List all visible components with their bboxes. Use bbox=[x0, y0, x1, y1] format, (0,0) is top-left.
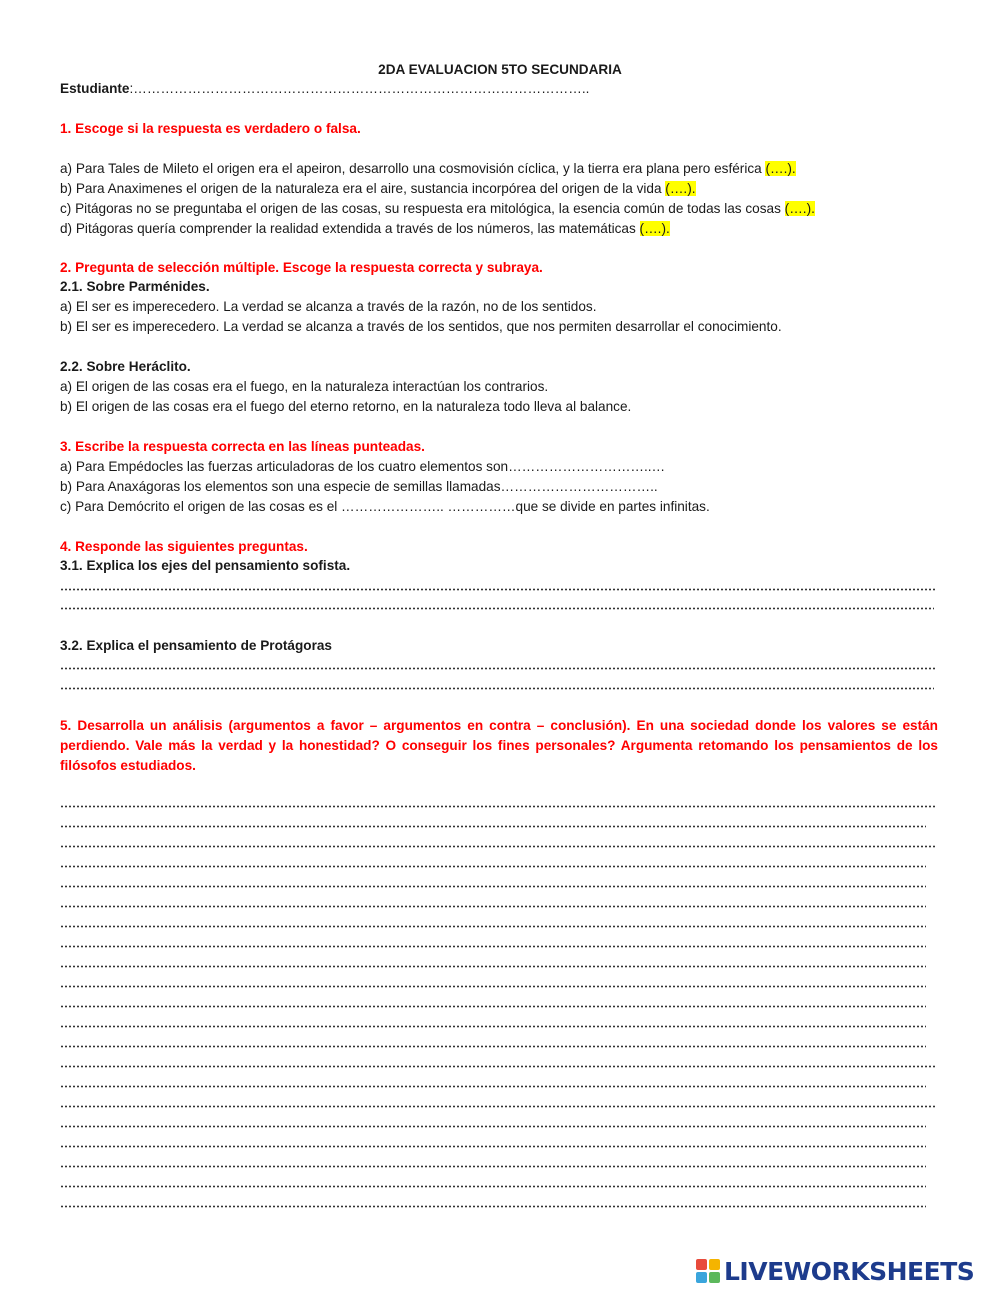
answer-line[interactable] bbox=[60, 885, 926, 888]
answer-line[interactable] bbox=[60, 965, 926, 968]
q5-heading: 5. Desarrolla un análisis (argumentos a favor – argumentos en contra – conclusión). En una sociedad donde los valores se están perdiendo. Vale más la verdad y la honestidad? O conseguir los fines personales? Argumenta retomando los pensamientos de los filósofos estudiados. bbox=[60, 718, 938, 773]
answer-line[interactable] bbox=[60, 607, 934, 610]
logo-text: LIVEWORKSHEETS bbox=[724, 1256, 975, 1286]
page-title: 2DA EVALUACION 5TO SECUNDARIA bbox=[378, 62, 622, 77]
logo-squares-icon bbox=[696, 1259, 720, 1283]
q1-item-c: c) Pitágoras no se preguntaba el origen de las cosas, su respuesta era mitológica, la esencia común de todas las cosas (….). bbox=[60, 201, 815, 216]
q1-answer-blank-a[interactable]: (….). bbox=[765, 161, 796, 176]
answer-line[interactable] bbox=[60, 667, 936, 670]
answer-line[interactable] bbox=[60, 905, 926, 908]
q3-item-c[interactable]: c) Para Demócrito el origen de las cosas es el ………………….. ……………que se divide en partes infinitas. bbox=[60, 499, 710, 514]
q3-heading: 3. Escribe la respuesta correcta en las líneas punteadas. bbox=[60, 439, 425, 454]
q2-sub1-title: 2.1. Sobre Parménides. bbox=[60, 279, 210, 294]
student-label: Estudiante bbox=[60, 81, 130, 96]
answer-line[interactable] bbox=[60, 1165, 926, 1168]
answer-line[interactable] bbox=[60, 845, 936, 848]
answer-line[interactable] bbox=[60, 687, 934, 690]
answer-line[interactable] bbox=[60, 588, 936, 591]
q4-sub1-title: 3.1. Explica los ejes del pensamiento sofista. bbox=[60, 558, 351, 573]
q4-sub2-title: 3.2. Explica el pensamiento de Protágoras bbox=[60, 638, 332, 653]
q3-item-b[interactable]: b) Para Anaxágoras los elementos son una especie de semillas llamadas…………………………….. bbox=[60, 479, 658, 494]
answer-line[interactable] bbox=[60, 1205, 926, 1208]
q1-answer-blank-d[interactable]: (….). bbox=[639, 221, 670, 236]
q3-item-a[interactable]: a) Para Empédocles las fuerzas articuladoras de los cuatro elementos son…………………………..… bbox=[60, 459, 666, 474]
q1-heading: 1. Escoge si la respuesta es verdadero o falsa. bbox=[60, 121, 361, 136]
q2-sub1-option-b[interactable]: b) El ser es imperecedero. La verdad se alcanza a través de los sentidos, que nos permiten desarrollar el conocimiento. bbox=[60, 319, 782, 334]
q4-heading: 4. Responde las siguientes preguntas. bbox=[60, 539, 308, 554]
q2-sub2-title: 2.2. Sobre Heráclito. bbox=[60, 359, 191, 374]
answer-line[interactable] bbox=[60, 1105, 936, 1108]
answer-line[interactable] bbox=[60, 1065, 936, 1068]
q1-item-d: d) Pitágoras quería comprender la realidad extendida a través de los números, las matemáticas (….). bbox=[60, 221, 670, 236]
answer-line[interactable] bbox=[60, 1145, 926, 1148]
q1-item-b: b) Para Anaximenes el origen de la naturaleza era el aire, sustancia incorpórea del origen de la vida (….). bbox=[60, 181, 696, 196]
student-name-blank[interactable]: :……………………………………………………………………………………….. bbox=[129, 81, 590, 96]
student-field bbox=[60, 79, 589, 99]
q2-heading: 2. Pregunta de selección múltiple. Escoge la respuesta correcta y subraya. bbox=[60, 260, 543, 275]
answer-line[interactable] bbox=[60, 825, 926, 828]
q2-sub1-option-a[interactable]: a) El ser es imperecedero. La verdad se alcanza a través de la razón, no de los sentidos. bbox=[60, 299, 597, 314]
answer-line[interactable] bbox=[60, 1085, 926, 1088]
answer-line[interactable] bbox=[60, 985, 926, 988]
answer-line[interactable] bbox=[60, 1185, 926, 1188]
answer-line[interactable] bbox=[60, 1025, 926, 1028]
q2-sub2-option-a[interactable]: a) El origen de las cosas era el fuego, en la naturaleza interactúan los contrarios. bbox=[60, 379, 549, 394]
q2-sub2-option-b[interactable]: b) El origen de las cosas era el fuego del eterno retorno, en la naturaleza todo lleva al balance. bbox=[60, 399, 632, 414]
q1-answer-blank-b[interactable]: (….). bbox=[665, 181, 696, 196]
answer-line[interactable] bbox=[60, 865, 926, 868]
q1-answer-blank-c[interactable]: (….). bbox=[784, 201, 815, 216]
q1-item-a: a) Para Tales de Mileto el origen era el apeiron, desarrollo una cosmovisión cíclica, y la tierra era plana pero esférica (….). bbox=[60, 161, 796, 176]
answer-line[interactable] bbox=[60, 925, 926, 928]
answer-line[interactable] bbox=[60, 805, 936, 808]
answer-line[interactable] bbox=[60, 1045, 926, 1048]
liveworksheets-logo bbox=[696, 1257, 974, 1285]
answer-line[interactable] bbox=[60, 1125, 926, 1128]
answer-line[interactable] bbox=[60, 1005, 926, 1008]
answer-line[interactable] bbox=[60, 945, 926, 948]
